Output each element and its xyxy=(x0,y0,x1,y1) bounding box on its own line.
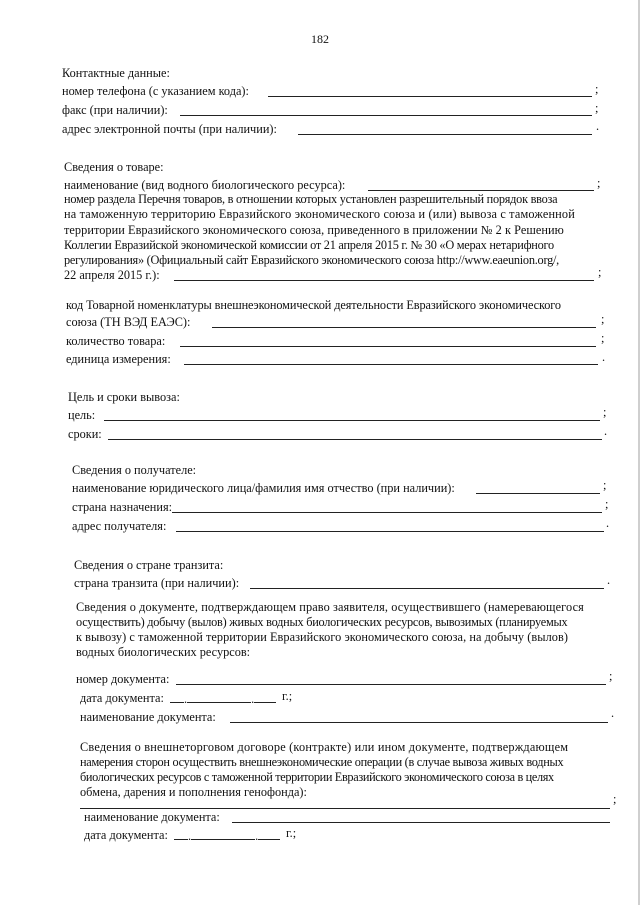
transit-country-field[interactable] xyxy=(250,588,604,589)
tnved-label: союза (ТН ВЭД ЕАЭС): xyxy=(66,315,191,329)
address-period: . xyxy=(606,516,610,530)
tnved-line-1: код Товарной номенклатуры внешнеэкономической деятельности Евразийского экономического xyxy=(66,298,561,312)
address-field[interactable] xyxy=(176,531,604,532)
contract-line-1: Сведения о внешнеторговом договоре (контракте) или ином документе, подтверждающем xyxy=(80,740,569,754)
contract-date-label: дата документа: xyxy=(84,828,168,842)
transit-heading: Сведения о стране транзита: xyxy=(74,558,224,572)
page-number: 182 xyxy=(311,32,329,46)
date-day-blank[interactable] xyxy=(170,691,184,703)
transit-period: . xyxy=(607,573,611,587)
goods-heading: Сведения о товаре: xyxy=(64,160,164,174)
contract-line-2: намерения сторон осуществить внешнеэкономические операции (в случае вывоза живых водных xyxy=(80,755,564,769)
unit-period: . xyxy=(602,350,606,364)
contract-date-field[interactable]: . . xyxy=(174,828,280,844)
contract-date-month-blank[interactable] xyxy=(191,828,255,840)
right-doc-number-field[interactable] xyxy=(176,684,606,685)
phone-field[interactable] xyxy=(268,96,592,97)
quantity-field[interactable] xyxy=(180,346,596,347)
transit-country-label: страна транзита (при наличии): xyxy=(74,576,240,590)
right-doc-line-2: осуществить) добычу (вылов) живых водных биологических ресурсов, вывозимых (планируемых xyxy=(76,615,568,629)
country-field[interactable] xyxy=(172,512,602,513)
contract-text-field[interactable] xyxy=(80,808,610,809)
phone-label: номер телефона (с указанием кода): xyxy=(62,84,249,98)
right-doc-date-suffix: г.; xyxy=(282,689,293,703)
purpose-heading: Цель и сроки вывоза: xyxy=(68,390,180,404)
quantity-semicolon: ; xyxy=(601,331,605,345)
goal-semicolon: ; xyxy=(603,405,607,419)
list-section-semicolon: ; xyxy=(598,265,602,279)
contacts-heading: Контактные данные: xyxy=(62,66,170,80)
tnved-field[interactable] xyxy=(212,327,596,328)
goods-name-label: наименование (вид водного биологического ресурса): xyxy=(64,178,346,192)
right-doc-name-field[interactable] xyxy=(230,722,608,723)
right-doc-number-semicolon: ; xyxy=(609,669,613,683)
date-year-blank[interactable] xyxy=(254,691,276,703)
right-doc-name-period: . xyxy=(611,706,615,720)
right-doc-number-label: номер документа: xyxy=(76,672,170,686)
country-label: страна назначения: xyxy=(72,500,173,514)
list-section-line-2: на таможенную территорию Евразийского экономического союза и (или) вывоза с таможенной xyxy=(64,207,575,221)
list-section-last: 22 апреля 2015 г.): xyxy=(64,268,160,282)
address-label: адрес получателя: xyxy=(72,519,167,533)
contract-date-day-blank[interactable] xyxy=(174,828,188,840)
right-doc-date-field[interactable]: . . xyxy=(170,691,276,707)
contract-semicolon: ; xyxy=(613,792,617,806)
contract-name-field[interactable] xyxy=(232,822,610,823)
list-section-line-4: Коллегии Евразийской экономической комиссии от 21 апреля 2015 г. № 30 «О мерах нетарифного xyxy=(64,238,554,252)
terms-period: . xyxy=(604,424,608,438)
goods-name-field[interactable] xyxy=(368,190,594,191)
right-doc-line-3: к вывозу) с таможенной территории Евразийского экономического союза, на добычу (вылов) xyxy=(76,630,568,644)
list-section-field[interactable] xyxy=(174,280,594,281)
contract-date-suffix: г.; xyxy=(286,826,297,840)
goal-label: цель: xyxy=(68,408,96,422)
country-semicolon: ; xyxy=(605,497,609,511)
tnved-semicolon: ; xyxy=(601,312,605,326)
recipient-name-semicolon: ; xyxy=(603,478,607,492)
right-doc-name-label: наименование документа: xyxy=(80,710,216,724)
recipient-name-label: наименование юридического лица/фамилия имя отчество (при наличии): xyxy=(72,481,455,495)
fax-label: факс (при наличии): xyxy=(62,103,168,117)
email-field[interactable] xyxy=(298,134,592,135)
fax-semicolon: ; xyxy=(595,101,599,115)
email-period: . xyxy=(596,119,600,133)
unit-field[interactable] xyxy=(184,364,598,365)
email-label: адрес электронной почты (при наличии): xyxy=(62,122,277,136)
goods-name-semicolon: ; xyxy=(597,176,601,190)
right-doc-line-1: Сведения о документе, подтверждающем право заявителя, осуществившего (намеревающегося xyxy=(76,600,584,614)
unit-label: единица измерения: xyxy=(66,352,171,366)
contract-date-year-blank[interactable] xyxy=(258,828,280,840)
list-section-line-3: территории Евразийского экономического союза, приведенного в приложении № 2 к Решению xyxy=(64,223,564,237)
list-section-line-5: регулирования» (Официальный сайт Евразийского экономического союза http://www.eaeunion.org/, xyxy=(64,253,559,267)
terms-label: сроки: xyxy=(68,427,102,441)
recipient-name-field[interactable] xyxy=(476,493,600,494)
goal-field[interactable] xyxy=(104,420,600,421)
fax-field[interactable] xyxy=(180,115,592,116)
quantity-label: количество товара: xyxy=(66,334,166,348)
right-doc-last: водных биологических ресурсов: xyxy=(76,645,251,659)
recipient-heading: Сведения о получателе: xyxy=(72,463,197,477)
list-section-line-1: номер раздела Перечня товаров, в отношении которых установлен разрешительный порядок ввоза xyxy=(64,192,558,206)
date-month-blank[interactable] xyxy=(187,691,251,703)
contract-line-3: биологических ресурсов с таможенной территории Евразийского экономического союза в целях xyxy=(80,770,554,784)
right-doc-date-label: дата документа: xyxy=(80,691,164,705)
contract-last: обмена, дарения и пополнения генофонда): xyxy=(80,785,307,799)
phone-semicolon: ; xyxy=(595,82,599,96)
terms-field[interactable] xyxy=(108,439,602,440)
contract-name-label: наименование документа: xyxy=(84,810,220,824)
